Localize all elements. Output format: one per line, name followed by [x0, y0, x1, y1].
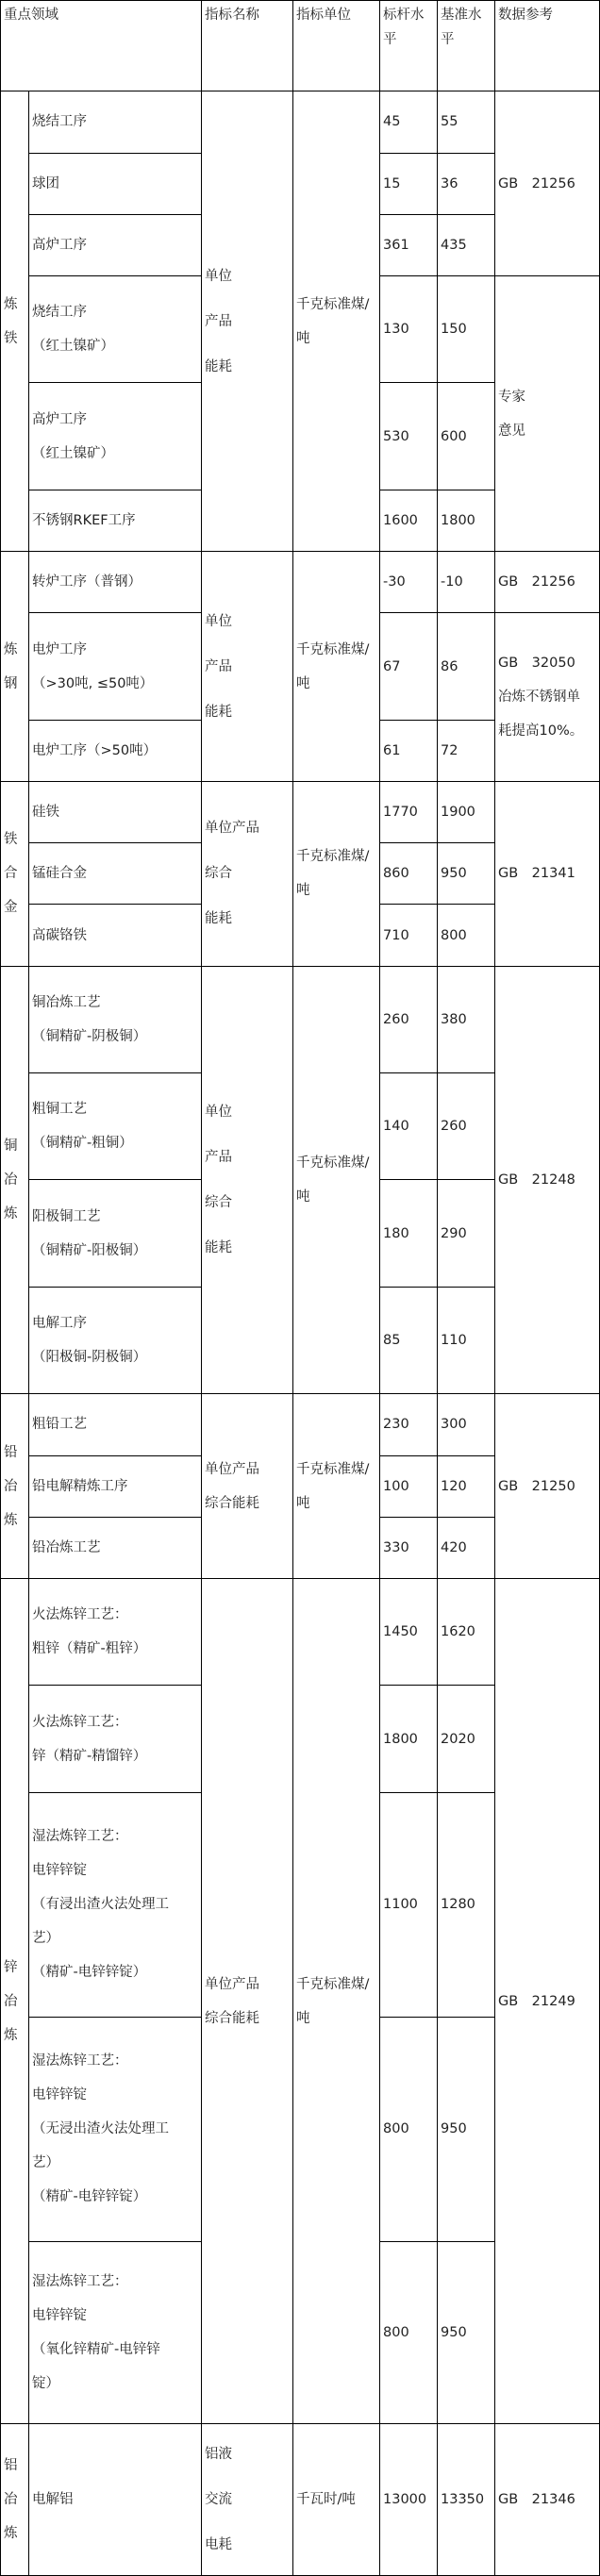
process-cell: 电炉工序 （>30吨, ≤50吨） [29, 613, 202, 720]
benchmark-value: 260 [380, 966, 438, 1072]
process-cell: 转炉工序（普钢） [29, 552, 202, 613]
benchmark-value: 67 [380, 613, 438, 720]
benchmark-value: 530 [380, 383, 438, 490]
table-row [1, 781, 600, 842]
benchmark-value: 330 [380, 1517, 438, 1578]
area-steelmaking: 炼 钢 [1, 552, 29, 782]
baseline-value: 380 [438, 966, 495, 1072]
header-benchmark-level: 标杆水 平 [380, 1, 438, 91]
benchmark-value: 800 [380, 2241, 438, 2424]
baseline-value: 55 [438, 91, 495, 153]
benchmark-value: 85 [380, 1287, 438, 1393]
area-copper: 铜冶 炼 [1, 966, 29, 1394]
reference-cell: GB 21250 [495, 1394, 600, 1579]
benchmark-value: 100 [380, 1455, 438, 1517]
area-zinc: 锌冶 炼 [1, 1579, 29, 2424]
benchmark-value: 1800 [380, 1686, 438, 1792]
area-ironmaking: 炼 铁 [1, 91, 29, 552]
table-row [1, 1394, 600, 1455]
process-cell: 粗铅工艺 [29, 1394, 202, 1455]
baseline-value: 950 [438, 843, 495, 905]
process-cell: 烧结工序 （红土镍矿） [29, 276, 202, 383]
process-cell: 铅电解精炼工序 [29, 1455, 202, 1517]
process-cell: 锰硅合金 [29, 843, 202, 905]
baseline-value: 420 [438, 1517, 495, 1578]
baseline-value: 2020 [438, 1686, 495, 1792]
process-cell: 电解铝 [29, 2424, 202, 2576]
benchmark-value: 45 [380, 91, 438, 153]
unit-cell: 千克标准煤/ 吨 [293, 91, 380, 552]
baseline-value: 110 [438, 1287, 495, 1393]
baseline-value: 950 [438, 2017, 495, 2241]
unit-cell: 千克标准煤/ 吨 [293, 1394, 380, 1579]
benchmark-value: 800 [380, 2017, 438, 2241]
table-row [1, 2424, 600, 2576]
baseline-value: 13350 [438, 2424, 495, 2576]
reference-cell: GB 21346 [495, 2424, 600, 2576]
process-cell: 高炉工序 （红土镍矿） [29, 383, 202, 490]
baseline-value: 1800 [438, 490, 495, 551]
benchmark-value: 361 [380, 214, 438, 275]
process-cell: 铜冶炼工艺 （铜精矿-阴极铜） [29, 966, 202, 1072]
indicator-cell: 单位产品 综合能耗 [202, 1579, 293, 2424]
baseline-value: 150 [438, 276, 495, 383]
reference-cell: GB 21256 [495, 91, 600, 276]
unit-cell: 千克标准煤/ 吨 [293, 781, 380, 966]
process-cell: 球团 [29, 153, 202, 214]
baseline-value: 800 [438, 905, 495, 966]
unit-cell: 千克标准煤/ 吨 [293, 966, 380, 1394]
benchmark-value: 1450 [380, 1579, 438, 1686]
header-row [1, 1, 600, 91]
process-cell: 高炉工序 [29, 214, 202, 275]
baseline-value: 1620 [438, 1579, 495, 1686]
baseline-value: 290 [438, 1180, 495, 1287]
baseline-value: 600 [438, 383, 495, 490]
process-cell: 火法炼锌工艺： 锌（精矿-精馏锌） [29, 1686, 202, 1792]
area-aluminum: 铝冶 炼 [1, 2424, 29, 2576]
baseline-value: 435 [438, 214, 495, 275]
process-cell: 电炉工序（>50吨） [29, 720, 202, 781]
benchmark-value: 61 [380, 720, 438, 781]
process-cell: 不锈钢RKEF工序 [29, 490, 202, 551]
process-cell: 火法炼锌工艺： 粗锌（精矿-粗锌） [29, 1579, 202, 1686]
process-cell: 阳极铜工艺 （铜精矿-阳极铜） [29, 1180, 202, 1287]
baseline-value: 1900 [438, 781, 495, 842]
process-cell: 湿法炼锌工艺： 电锌锌锭 （无浸出渣火法处理工 艺） （精矿-电锌锌锭） [29, 2017, 202, 2241]
benchmark-value: 15 [380, 153, 438, 214]
baseline-value: 120 [438, 1455, 495, 1517]
baseline-value: -10 [438, 552, 495, 613]
baseline-value: 300 [438, 1394, 495, 1455]
baseline-value: 86 [438, 613, 495, 720]
table-row [1, 1579, 600, 1686]
reference-cell: GB 21341 [495, 781, 600, 966]
baseline-value: 36 [438, 153, 495, 214]
header-indicator-unit: 指标单位 [293, 1, 380, 91]
unit-cell: 千克标准煤/ 吨 [293, 552, 380, 782]
process-cell: 高碳铬铁 [29, 905, 202, 966]
benchmark-value: 130 [380, 276, 438, 383]
process-cell: 粗铜工艺 （铜精矿-粗铜） [29, 1073, 202, 1180]
benchmark-value: -30 [380, 552, 438, 613]
header-baseline-level: 基准水 平 [438, 1, 495, 91]
indicator-cell: 单位 产品 能耗 [202, 91, 293, 552]
benchmark-value: 710 [380, 905, 438, 966]
baseline-value: 950 [438, 2241, 495, 2424]
reference-cell: GB 21249 [495, 1579, 600, 2424]
indicator-cell: 单位 产品 能耗 [202, 552, 293, 782]
benchmark-value: 1600 [380, 490, 438, 551]
table-row [1, 966, 600, 1072]
benchmark-value: 13000 [380, 2424, 438, 2576]
benchmark-value: 860 [380, 843, 438, 905]
reference-cell: 专家 意见 [495, 276, 600, 552]
header-focus-area: 重点领域 [1, 1, 202, 91]
benchmark-value: 180 [380, 1180, 438, 1287]
indicator-cell: 单位 产品 综合 能耗 [202, 966, 293, 1394]
area-ferroalloy: 铁合 金 [1, 781, 29, 966]
reference-cell: GB 21248 [495, 966, 600, 1394]
unit-cell: 千克标准煤/ 吨 [293, 1579, 380, 2424]
process-cell: 湿法炼锌工艺： 电锌锌锭 （有浸出渣火法处理工 艺） （精矿-电锌锌锭） [29, 1792, 202, 2017]
baseline-value: 72 [438, 720, 495, 781]
table-row [1, 91, 600, 153]
process-cell: 电解工序 （阳极铜-阴极铜） [29, 1287, 202, 1393]
indicator-cell: 单位产品 综合 能耗 [202, 781, 293, 966]
benchmark-value: 1770 [380, 781, 438, 842]
benchmark-value: 1100 [380, 1792, 438, 2017]
benchmark-value: 140 [380, 1073, 438, 1180]
reference-cell: GB 21256 [495, 552, 600, 613]
reference-cell: GB 32050 冶炼不锈钢单 耗提高10%。 [495, 613, 600, 782]
unit-cell: 千瓦时/吨 [293, 2424, 380, 2576]
area-lead: 铅冶 炼 [1, 1394, 29, 1579]
process-cell: 铅冶炼工艺 [29, 1517, 202, 1578]
header-data-reference: 数据参考 [495, 1, 600, 91]
indicator-cell: 单位产品 综合能耗 [202, 1394, 293, 1579]
table-row [1, 552, 600, 613]
process-cell: 湿法炼锌工艺： 电锌锌锭 （氧化锌精矿-电锌锌 锭） [29, 2241, 202, 2424]
process-cell: 硅铁 [29, 781, 202, 842]
process-cell: 烧结工序 [29, 91, 202, 153]
baseline-value: 260 [438, 1073, 495, 1180]
indicator-cell: 铝液 交流 电耗 [202, 2424, 293, 2576]
baseline-value: 1280 [438, 1792, 495, 2017]
header-indicator-name: 指标名称 [202, 1, 293, 91]
benchmark-value: 230 [380, 1394, 438, 1455]
